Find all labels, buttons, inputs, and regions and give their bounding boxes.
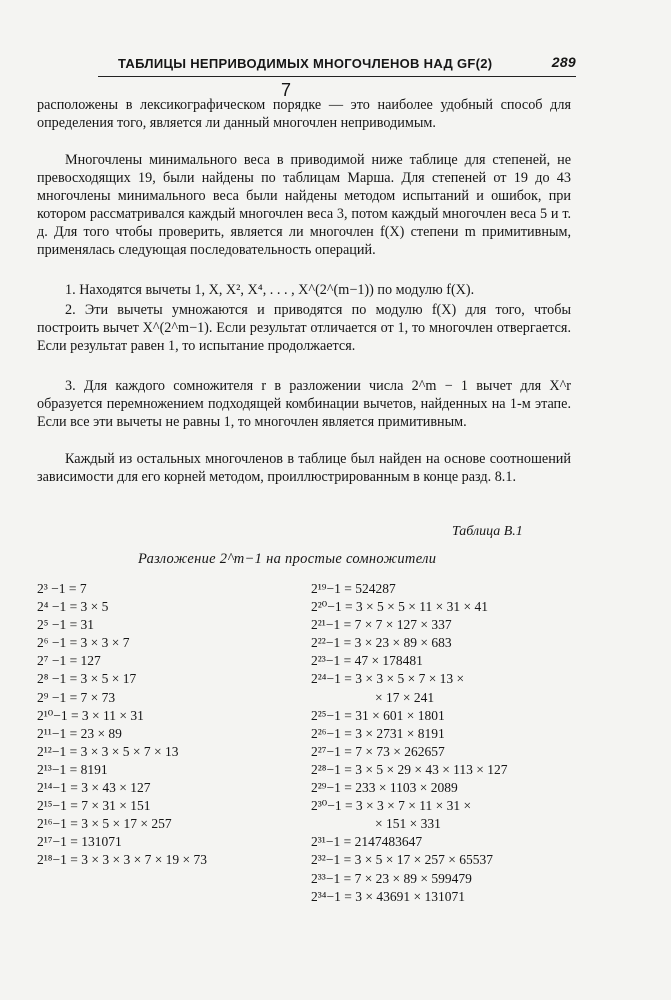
factor-row: 2³³−1 = 7 × 23 × 89 × 599479 (311, 870, 472, 886)
factor-row: 2²⁷−1 = 7 × 73 × 262657 (311, 743, 445, 759)
factor-row: 2⁵ −1 = 31 (37, 617, 95, 633)
factor-row: 2¹⁷−1 = 131071 (37, 834, 122, 850)
factor-row: 2²⁵−1 = 31 × 601 × 1801 (311, 707, 445, 723)
factor-row: 2²⁸−1 = 3 × 5 × 29 × 43 × 113 × 127 (311, 761, 508, 777)
page-number: 289 (551, 54, 576, 70)
factor-row: 2²⁶−1 = 3 × 2731 × 8191 (311, 725, 445, 741)
factor-row: 2⁴ −1 = 3 × 5 (37, 599, 109, 615)
step-2: 2. Эти вычеты умножаются и приводятся по модулю f(X) для того, чтобы построить вычет X^(2^m−1). Если результат отличается от 1, то многочлен отвергается. Если результат равен 1, то испытание продолжается. (37, 302, 571, 354)
factor-row-continuation: × 17 × 241 (375, 689, 435, 705)
table-caption: Разложение 2^m−1 на простые сомножители (138, 551, 437, 567)
page-header (98, 52, 576, 77)
factor-row: 2¹²−1 = 3 × 3 × 5 × 7 × 13 (37, 743, 179, 759)
step-3: 3. Для каждого сомножителя r в разложении числа 2^m − 1 вычет для X^r образуется перемножением подходящей комбинации вычетов, найденных на 1-м этапе. Если все эти вычеты не равны 1, то многочлен является примитивным. (37, 378, 571, 430)
factor-row: 2¹⁵−1 = 7 × 31 × 151 (37, 798, 151, 814)
factor-row: 2⁷ −1 = 127 (37, 653, 101, 669)
paragraph-3: Каждый из остальных многочленов в таблице был найден на основе соотношений зависимости для его корней методом, проиллюстрированным в конце разд. 8.1. (37, 451, 571, 485)
factor-row: 2³¹−1 = 2147483647 (311, 834, 423, 850)
factor-row: 2¹⁸−1 = 3 × 3 × 3 × 7 × 19 × 73 (37, 852, 208, 868)
factor-row: 2¹⁶−1 = 3 × 5 × 17 × 257 (37, 816, 172, 832)
factor-row: 2³⁰−1 = 3 × 3 × 7 × 11 × 31 × (311, 798, 472, 814)
factor-row: 2²⁹−1 = 233 × 1103 × 2089 (311, 780, 458, 796)
factor-row: 2³²−1 = 3 × 5 × 17 × 257 × 65537 (311, 852, 494, 868)
factor-row: 2¹³−1 = 8191 (37, 761, 108, 777)
factor-row: 2²⁰−1 = 3 × 5 × 5 × 11 × 31 × 41 (311, 599, 489, 615)
factor-row: 2¹⁴−1 = 3 × 43 × 127 (37, 780, 151, 796)
margin-mark: 7 (281, 80, 292, 100)
factor-row: 2²³−1 = 47 × 178481 (311, 653, 423, 669)
factor-row: 2²¹−1 = 7 × 7 × 127 × 337 (311, 617, 452, 633)
factor-row: 2²²−1 = 3 × 23 × 89 × 683 (311, 635, 452, 651)
factor-row: 2⁹ −1 = 7 × 73 (37, 689, 116, 705)
step-1: 1. Находятся вычеты 1, X, X², X⁴, . . . , X^(2^(m−1)) по модулю f(X). (65, 282, 475, 298)
factor-row: 2⁶ −1 = 3 × 3 × 7 (37, 635, 130, 651)
paragraph-2: Многочлены минимального веса в приводимой ниже таблице для степеней, не превосходящих 19, были найдены по таблицам Марша. Для степеней от 19 до 43 многочлены минимального веса были найдены методом испытаний и ошибок, при котором рассматривался каждый многочлен веса 3, потом каждый многочлен веса 5 и т. д. Для того чтобы проверить, является ли многочлен f(X) степени m примитивным, применялась следующая последовательность операций. (37, 152, 571, 258)
factor-row: 2¹¹−1 = 23 × 89 (37, 725, 122, 741)
factor-row: 2¹⁹−1 = 524287 (311, 581, 396, 596)
running-title: ТАБЛИЦЫ НЕПРИВОДИМЫХ МНОГОЧЛЕНОВ НАД GF(2) (118, 56, 493, 71)
factor-row-continuation: × 151 × 331 (375, 816, 441, 832)
table-reference: Таблица В.1 (452, 524, 523, 539)
factor-row: 2³ −1 = 7 (37, 581, 87, 596)
factor-list-left (37, 580, 207, 870)
factor-list-right (311, 580, 508, 906)
factor-row: 2²⁴−1 = 3 × 3 × 5 × 7 × 13 × (311, 671, 465, 687)
factor-row: 2⁸ −1 = 3 × 5 × 17 (37, 671, 137, 687)
factor-row: 2¹⁰−1 = 3 × 11 × 31 (37, 707, 144, 723)
paragraph-1: расположены в лексикографическом порядке — это наиболее удобный способ для определения того, является ли данный многочлен неприводимым. (37, 97, 571, 131)
factor-row: 2³⁴−1 = 3 × 43691 × 131071 (311, 888, 465, 904)
